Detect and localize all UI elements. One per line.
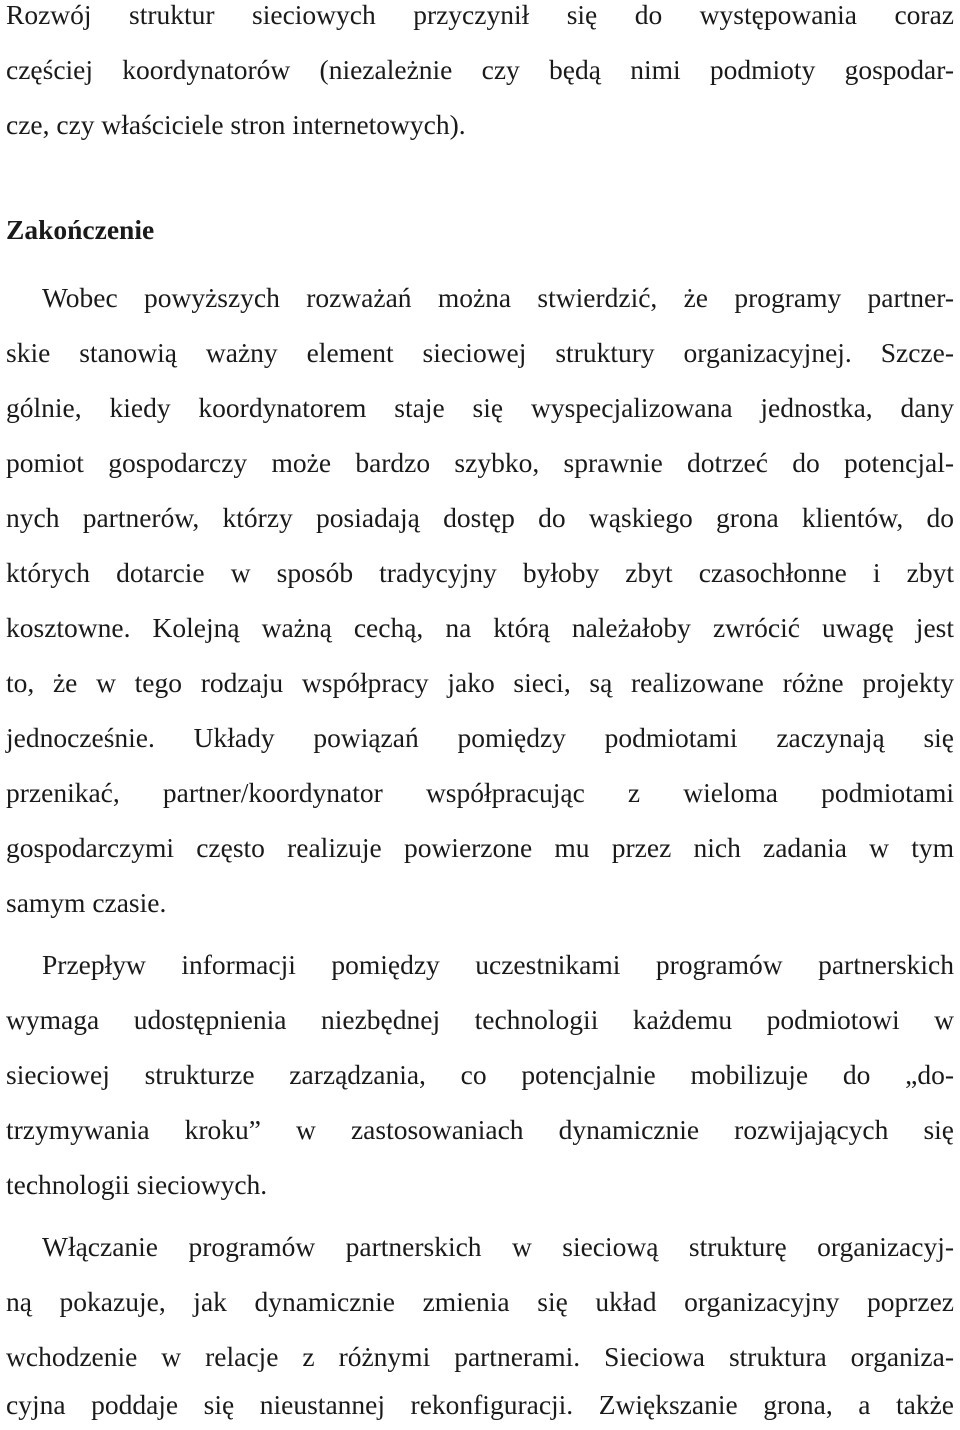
paragraph-conclusion-line: skie stanowią ważny element sieciowej struktury organizacyjnej. Szcze-: [6, 337, 954, 368]
paragraph-conclusion-line: pomiot gospodarczy może bardzo szybko, sprawnie dotrzeć do potencjal-: [6, 447, 954, 478]
paragraph-conclusion-line: to, że w tego rodzaju współpracy jako sieci, są realizowane różne projekty: [6, 667, 954, 698]
paragraph-inclusion-line: Włączanie programów partnerskich w sieciową strukturę organizacyj-: [42, 1231, 954, 1262]
paragraph-inclusion-line: cyjna poddaje się nieustannej rekonfiguracji. Zwiększanie grona, a także: [6, 1389, 954, 1420]
paragraph-conclusion-line: Wobec powyższych rozważań można stwierdzić, że programy partner-: [42, 282, 954, 313]
paragraph-conclusion-line: kosztowne. Kolejną ważną cechą, na którą należałoby zwrócić uwagę jest: [6, 612, 954, 643]
section-heading: Zakończenie: [6, 214, 155, 245]
paragraph-top-line: cze, czy właściciele stron internetowych).: [6, 109, 466, 140]
paragraph-conclusion-line: nych partnerów, którzy posiadają dostęp do wąskiego grona klientów, do: [6, 502, 954, 533]
paragraph-conclusion-line: gólnie, kiedy koordynatorem staje się wyspecjalizowana jednostka, dany: [6, 392, 954, 423]
paragraph-flow-line: sieciowej strukturze zarządzania, co potencjalnie mobilizuje do „do-: [6, 1059, 954, 1090]
paragraph-top-line: Rozwój struktur sieciowych przyczynił się do występowania coraz: [6, 0, 954, 30]
paragraph-top-line: częściej koordynatorów (niezależnie czy będą nimi podmioty gospodar-: [6, 54, 954, 85]
paragraph-flow-line: wymaga udostępnienia niezbędnej technologii każdemu podmiotowi w: [6, 1004, 954, 1035]
paragraph-inclusion-line: ną pokazuje, jak dynamicznie zmienia się układ organizacyjny poprzez: [6, 1286, 954, 1317]
paragraph-conclusion-line: jednocześnie. Układy powiązań pomiędzy podmiotami zaczynają się: [6, 722, 954, 753]
paragraph-flow-line: technologii sieciowych.: [6, 1169, 268, 1200]
paragraph-inclusion-line: wchodzenie w relacje z różnymi partnerami. Sieciowa struktura organiza-: [6, 1341, 954, 1372]
paragraph-flow-line: trzymywania kroku” w zastosowaniach dynamicznie rozwijających się: [6, 1114, 954, 1145]
paragraph-conclusion-line: gospodarczymi często realizuje powierzone mu przez nich zadania w tym: [6, 832, 954, 863]
paragraph-conclusion-line: przenikać, partner/koordynator współpracując z wieloma podmiotami: [6, 777, 954, 808]
paragraph-conclusion-line: których dotarcie w sposób tradycyjny byłoby zbyt czasochłonne i zbyt: [6, 557, 954, 588]
paragraph-flow-line: Przepływ informacji pomiędzy uczestnikami programów partnerskich: [42, 949, 954, 980]
paragraph-conclusion-line: samym czasie.: [6, 887, 167, 918]
